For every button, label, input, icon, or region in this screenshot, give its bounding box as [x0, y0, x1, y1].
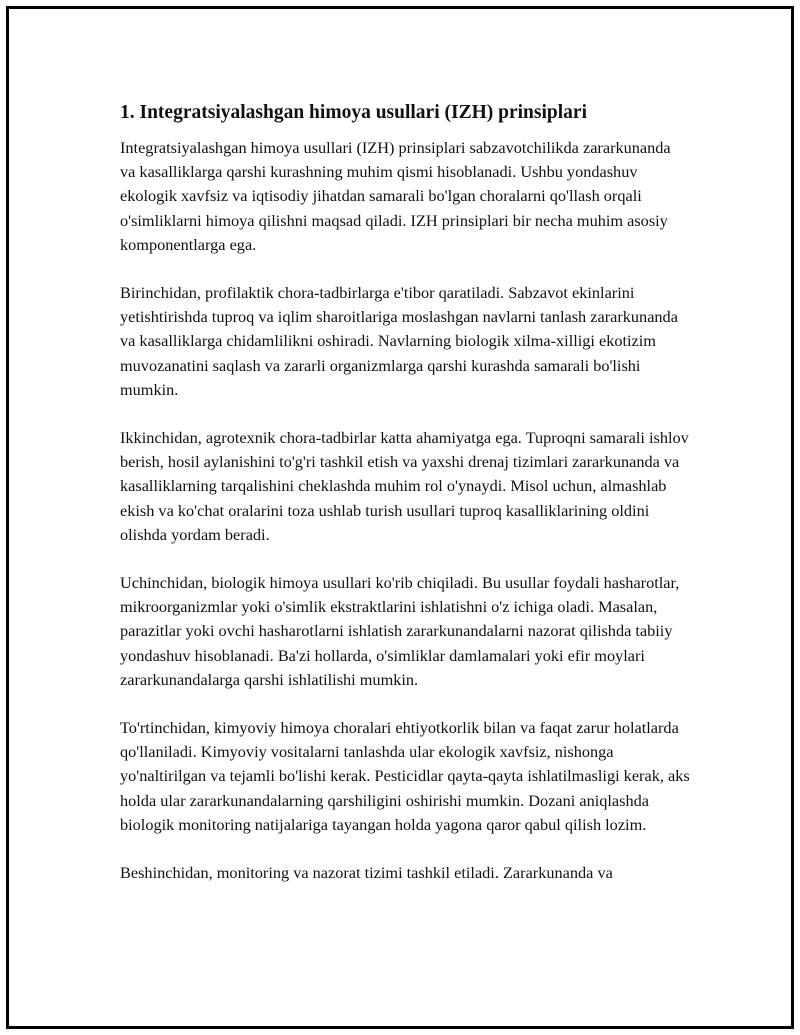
paragraph-fourth: To'rtinchidan, kimyoviy himoya choralari ehtiyotkorlik bilan va faqat zarur holatlarda qo'llaniladi. Kimyoviy vositalarni tanlashda ular ekologik xavfsiz, nishonga yo'naltirilgan va tejamli bo'lishi kerak. Pesticidlar qayta-qayta ishlatilmasligi kerak, aks holda ular zararkunandalarning qarshiligini oshirishi mumkin. Dozani aniqlashda biologik monitoring natijalariga tayangan holda yagona qaror qabul qilish lozim.	[120, 718, 690, 834]
paragraph-second: Ikkinchidan, agrotexnik chora-tadbirlar katta ahamiyatga ega. Tuproqni samarali ishlov berish, hosil aylanishini to'g'ri tashkil etish va yaxshi drenaj tizimlari zararkunanda va kasalliklarning tarqalishini cheklashda muhim rol o'ynaydi. Misol uchun, almashlab ekish va ko'chat oralarini toza ushlab turish usullari tuproq kasalliklarining oldini olishda yordam beradi.	[120, 428, 689, 544]
paragraph-first: Birinchidan, profilaktik chora-tadbirlarga e'tibor qaratiladi. Sabzavot ekinlarini yetishtirishda tuproq va iqlim sharoitlariga moslashgan navlarni tanlash zararkunanda va kasalliklarga chidamlilikni oshiradi. Navlarning biologik xilma-xilligi ekotizim muvozanatini saqlash va zararli organizmlarga qarshi kurashda samarali bo'lishi mumkin.	[120, 283, 678, 399]
page-frame	[6, 6, 794, 1029]
paragraph-intro: Integratsiyalashgan himoya usullari (IZH) prinsiplari sabzavotchilikda zararkunanda va kasalliklarga qarshi kurashning muhim qismi hisoblanadi. Ushbu yondashuv ekologik xavfsiz va iqtisodiy jihatdan samarali bo'lgan choralarni qo'llash orqali o'simliklarni himoya qilishni maqsad qiladi. IZH prinsiplari bir necha muhim asosiy komponentlarga ega.	[120, 138, 671, 254]
document-body	[120, 100, 690, 909]
paragraph-fifth: Beshinchidan, monitoring va nazorat tizimi tashkil etiladi. Zararkunanda va	[120, 863, 613, 883]
paragraph-third: Uchinchidan, biologik himoya usullari ko'rib chiqiladi. Bu usullar foydali hasharotlar, mikroorganizmlar yoki o'simlik ekstraktlarini ishlatishni o'z ichiga oladi. Masalan, parazitlar yoki ovchi hasharotlarni ishlatish zararkunandalarni nazorat qilishda tabiiy yondashuv hisoblanadi. Ba'zi hollarda, o'simliklar damlamalari yoki efir moylari zararkunandalarga qarshi ishlatilishi mumkin.	[120, 573, 680, 689]
section-heading: 1. Integratsiyalashgan himoya usullari (IZH) prinsiplari	[120, 102, 587, 123]
